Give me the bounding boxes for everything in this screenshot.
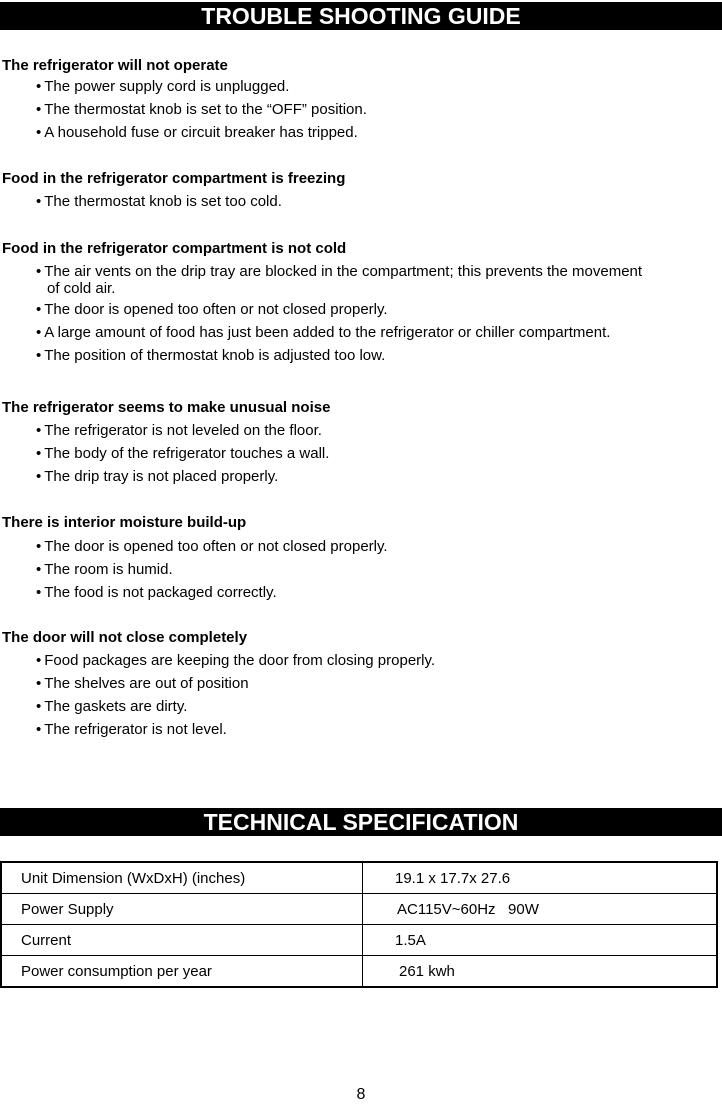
list-item: • The thermostat knob is set to the “OFF” position. <box>36 101 367 118</box>
section-title: Food in the refrigerator compartment is not cold <box>2 240 347 257</box>
list-item: • The room is humid. <box>36 561 173 578</box>
section-title: The refrigerator seems to make unusual noise <box>2 399 331 416</box>
table-row <box>1 925 717 956</box>
list-item: • The refrigerator is not level. <box>36 721 227 738</box>
list-item: • The drip tray is not placed properly. <box>36 468 279 485</box>
spec-label: Current <box>1 925 363 956</box>
spec-table <box>0 861 718 988</box>
list-item: • The refrigerator is not leveled on the floor. <box>36 422 322 439</box>
list-item: • The body of the refrigerator touches a wall. <box>36 445 330 462</box>
list-item: • A household fuse or circuit breaker has tripped. <box>36 124 358 141</box>
list-item: • The gaskets are dirty. <box>36 698 188 715</box>
list-item: • The position of thermostat knob is adjusted too low. <box>36 347 386 364</box>
list-item: • The door is opened too often or not closed properly. <box>36 538 388 555</box>
spec-value: 19.1 x 17.7x 27.6 <box>363 862 718 894</box>
table-row <box>1 956 717 988</box>
section-will-not-operate <box>2 57 702 142</box>
list-item: • A large amount of food has just been added to the refrigerator or chiller compartment. <box>36 324 611 341</box>
section-not-cold <box>2 240 702 365</box>
spec-label: Power Supply <box>1 894 363 925</box>
list-item: • The thermostat knob is set too cold. <box>36 193 282 210</box>
spec-label: Unit Dimension (WxDxH) (inches) <box>1 862 363 894</box>
trouble-shooting-heading: TROUBLE SHOOTING GUIDE <box>0 2 722 30</box>
spec-value: 1.5A <box>363 925 718 956</box>
section-door-not-close <box>2 629 702 739</box>
table-row <box>1 862 717 894</box>
section-moisture <box>2 514 702 602</box>
technical-specification-heading: TECHNICAL SPECIFICATION <box>0 808 722 836</box>
list-item: • The air vents on the drip tray are blocked in the compartment; this prevents the movement of cold air. <box>36 263 643 297</box>
list-item: • The food is not packaged correctly. <box>36 584 277 601</box>
section-title: The door will not close completely <box>2 629 248 646</box>
section-title: There is interior moisture build-up <box>2 514 247 531</box>
list-item: • The shelves are out of position <box>36 675 249 692</box>
page-number: 8 <box>356 1086 366 1103</box>
list-item: • The power supply cord is unplugged. <box>36 78 290 95</box>
spec-label: Power consumption per year <box>1 956 363 988</box>
list-item: • The door is opened too often or not closed properly. <box>36 301 388 318</box>
section-freezing <box>2 170 702 211</box>
section-title: Food in the refrigerator compartment is freezing <box>2 170 346 187</box>
table-row <box>1 894 717 925</box>
list-item: • Food packages are keeping the door from closing properly. <box>36 652 436 669</box>
section-unusual-noise <box>2 399 702 486</box>
spec-value: 261 kwh <box>363 956 718 988</box>
section-title: The refrigerator will not operate <box>2 57 228 74</box>
spec-value: AC115V~60Hz 90W <box>363 894 718 925</box>
